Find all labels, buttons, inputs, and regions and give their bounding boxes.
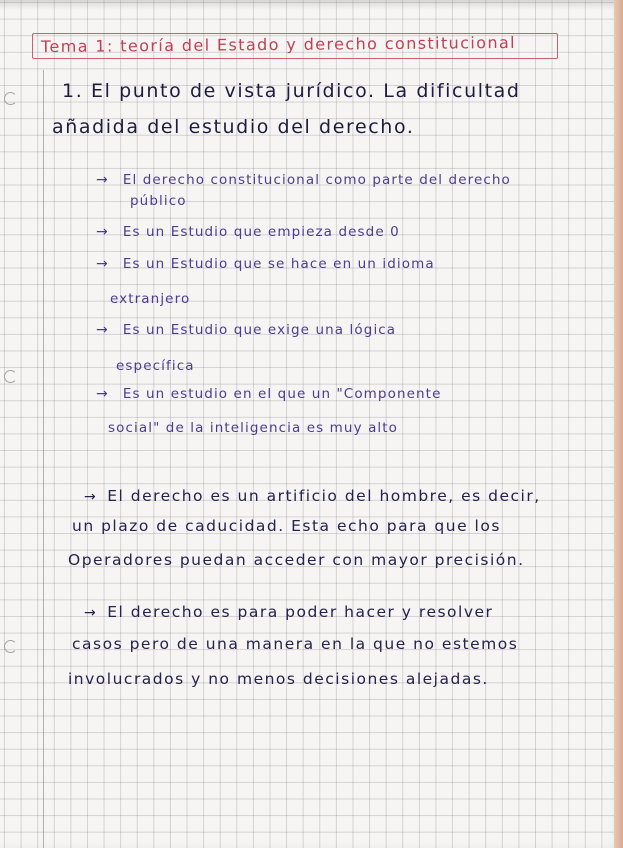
page-title: Tema 1: teoría del Estado y derecho constitucional	[40, 32, 517, 57]
arrow-icon: →	[84, 489, 98, 505]
paragraph-line: casos pero de una manera en la que no estemos	[72, 635, 519, 653]
arrow-icon: →	[96, 256, 109, 272]
bullet-item	[96, 256, 435, 272]
paragraph-line	[84, 603, 493, 621]
section-heading-line-2: añadida del estudio del derecho.	[52, 116, 415, 138]
arrow-icon: →	[96, 224, 109, 240]
bullet-item	[96, 322, 396, 338]
binder-hole-icon	[4, 370, 17, 383]
binder-hole-icon	[4, 640, 17, 653]
paragraph-line: Operadores puedan acceder con mayor precisión.	[68, 551, 525, 569]
bullet-continuation: social" de la inteligencia es muy alto	[108, 420, 399, 436]
arrow-icon: →	[96, 322, 109, 338]
bullet-item	[96, 386, 441, 402]
bullet-continuation: extranjero	[110, 291, 191, 307]
bullet-text: Es un Estudio que se hace en un idioma	[122, 256, 435, 272]
bullet-text: El derecho constitucional como parte del derecho	[122, 172, 511, 188]
paragraph-text: El derecho es para poder hacer y resolver	[107, 603, 494, 621]
paragraph-line: un plazo de caducidad. Esta echo para que los	[72, 517, 501, 535]
page-edge	[614, 0, 623, 848]
title-box	[32, 33, 558, 59]
arrow-icon: →	[84, 605, 98, 621]
paragraph-line	[84, 487, 541, 505]
section-heading-line-1: 1. El punto de vista jurídico. La dificultad	[62, 80, 521, 102]
bullet-text: Es un Estudio que exige una lógica	[122, 322, 397, 338]
page-top-shadow	[0, 0, 623, 10]
paragraph-text: El derecho es un artificio del hombre, es decir,	[107, 487, 541, 505]
bullet-text: Es un Estudio que empieza desde 0	[122, 224, 400, 240]
margin-line	[43, 70, 44, 848]
binder-hole-icon	[4, 92, 17, 105]
paragraph-line: involucrados y no menos decisiones alejadas.	[68, 670, 489, 688]
bullet-text: Es un estudio en el que un "Componente	[122, 386, 442, 402]
bullet-item	[96, 224, 400, 240]
bullet-continuation: específica	[116, 358, 195, 374]
bullet-item	[96, 172, 511, 188]
arrow-icon: →	[96, 386, 109, 402]
bullet-continuation: público	[130, 193, 187, 209]
arrow-icon: →	[96, 172, 109, 188]
